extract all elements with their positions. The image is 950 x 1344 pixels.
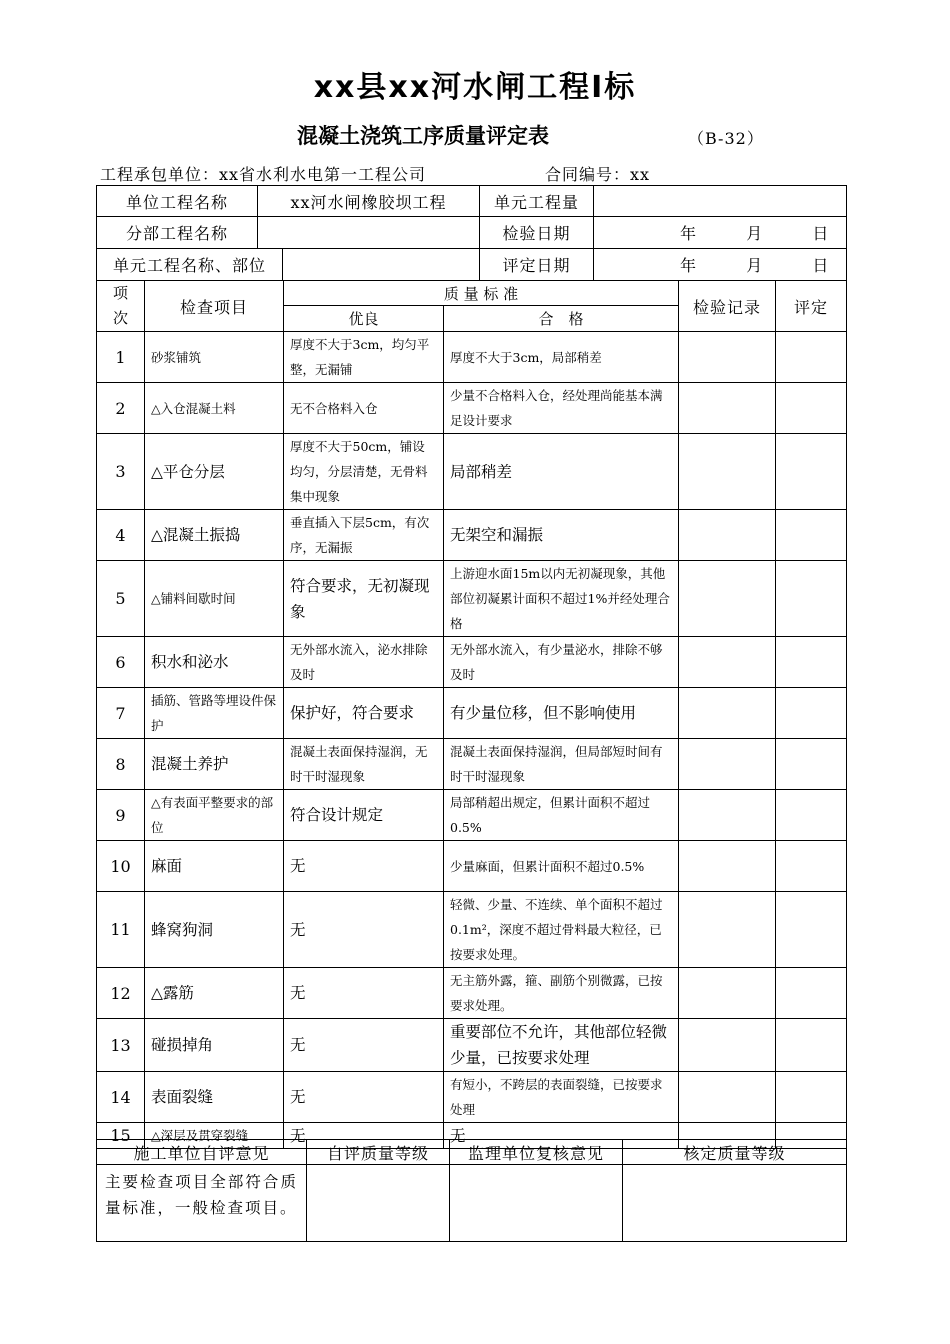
row-qualified: 混凝土表面保持湿润，但局部短时间有时干时湿现象 xyxy=(444,739,679,790)
row-item: △平仓分层 xyxy=(145,434,284,510)
row-rating[interactable] xyxy=(776,968,847,1019)
row-record[interactable] xyxy=(679,968,776,1019)
row-qualified: 无 xyxy=(444,1123,679,1149)
col-record-header: 检验记录 xyxy=(679,281,776,332)
row-excellent: 无不合格料入仓 xyxy=(284,383,444,434)
row-record[interactable] xyxy=(679,739,776,790)
table-row xyxy=(97,739,847,790)
contractor-line: 工程承包单位：xx省水利水电第一工程公司 xyxy=(100,165,427,184)
row-no: 12 xyxy=(97,968,145,1019)
row-no: 13 xyxy=(97,1019,145,1072)
col-no-header: 项 次 xyxy=(97,281,145,332)
row-excellent: 保护好，符合要求 xyxy=(284,688,444,739)
unit-project-label: 单位工程名称 xyxy=(97,186,258,217)
row-no: 8 xyxy=(97,739,145,790)
day-text: 日 xyxy=(812,224,829,243)
row-qualified: 上游迎水面15m以内无初凝现象，其他部位初凝累计面积不超过1%并经处理合格 xyxy=(444,561,679,637)
row-item: 插筋、管路等埋设件保护 xyxy=(145,688,284,739)
table-row xyxy=(97,383,847,434)
col-qualified-header: 合 格 xyxy=(444,306,679,332)
row-item: 砂浆铺筑 xyxy=(145,332,284,383)
row-record[interactable] xyxy=(679,841,776,892)
table-row xyxy=(97,434,847,510)
col-excellent-header: 优良 xyxy=(284,306,444,332)
division-label: 分部工程名称 xyxy=(97,217,258,249)
row-record[interactable] xyxy=(679,892,776,968)
row-qualified: 厚度不大于3cm，局部稍差 xyxy=(444,332,679,383)
inspection-table xyxy=(96,280,847,1149)
table-row xyxy=(97,790,847,841)
header-info-table xyxy=(96,185,847,281)
row-record[interactable] xyxy=(679,790,776,841)
table-row xyxy=(97,841,847,892)
row-item: 碰损掉角 xyxy=(145,1019,284,1072)
row-item: △入仓混凝土料 xyxy=(145,383,284,434)
row-qualified: 有少量位移，但不影响使用 xyxy=(444,688,679,739)
row-no: 15 xyxy=(97,1123,145,1149)
row-record[interactable] xyxy=(679,688,776,739)
row-item: △深层及贯穿裂缝 xyxy=(145,1123,284,1149)
row-no: 2 xyxy=(97,383,145,434)
evaluation-date-label: 评定日期 xyxy=(480,249,594,281)
row-no: 14 xyxy=(97,1072,145,1123)
row-record[interactable] xyxy=(679,637,776,688)
row-excellent: 无外部水流入，泌水排除及时 xyxy=(284,637,444,688)
row-rating[interactable] xyxy=(776,561,847,637)
division-value xyxy=(258,217,480,249)
row-excellent: 无 xyxy=(284,1123,444,1149)
year-text: 年 xyxy=(680,224,697,243)
day-text: 日 xyxy=(812,256,829,275)
col-standard-header: 质 量 标 准 xyxy=(284,281,679,306)
month-text: 月 xyxy=(746,224,763,243)
row-rating[interactable] xyxy=(776,892,847,968)
contract-number-line: 合同编号：xx xyxy=(545,165,651,184)
row-excellent: 符合要求，无初凝现象 xyxy=(284,561,444,637)
form-code: （B-32） xyxy=(688,129,764,148)
form-subtitle: 混凝土浇筑工序质量评定表 xyxy=(297,124,549,148)
row-item: △露筋 xyxy=(145,968,284,1019)
document-title: xx县xx河水闸工程Ⅰ标 xyxy=(313,70,637,105)
year-text: 年 xyxy=(680,256,697,275)
row-qualified: 局部稍超出规定，但累计面积不超过0.5% xyxy=(444,790,679,841)
unit-quantity-value xyxy=(594,186,847,217)
row-item: 积水和泌水 xyxy=(145,637,284,688)
verified-grade-value[interactable] xyxy=(623,1165,847,1242)
row-excellent: 无 xyxy=(284,892,444,968)
row-record[interactable] xyxy=(679,510,776,561)
element-label: 单元工程名称、部位 xyxy=(97,249,283,281)
row-item: △铺料间歇时间 xyxy=(145,561,284,637)
row-no: 9 xyxy=(97,790,145,841)
row-rating[interactable] xyxy=(776,332,847,383)
row-excellent: 符合设计规定 xyxy=(284,790,444,841)
inspection-date-label: 检验日期 xyxy=(480,217,594,249)
row-excellent: 无 xyxy=(284,841,444,892)
supervisor-opinion-value[interactable] xyxy=(450,1165,623,1242)
table-row xyxy=(97,1019,847,1072)
self-opinion-label: 施工单位自评意见 xyxy=(97,1140,307,1165)
row-record[interactable] xyxy=(679,434,776,510)
inspection-date-value xyxy=(594,217,847,249)
row-qualified: 局部稍差 xyxy=(444,434,679,510)
col-rating-header: 评定 xyxy=(776,281,847,332)
row-excellent: 混凝土表面保持湿润，无时干时湿现象 xyxy=(284,739,444,790)
row-item: △有表面平整要求的部位 xyxy=(145,790,284,841)
row-item: 麻面 xyxy=(145,841,284,892)
table-row xyxy=(97,637,847,688)
self-grade-value[interactable] xyxy=(307,1165,450,1242)
table-row xyxy=(97,688,847,739)
row-record[interactable] xyxy=(679,1072,776,1123)
row-rating[interactable] xyxy=(776,1019,847,1072)
table-row xyxy=(97,510,847,561)
evaluation-footer-table xyxy=(96,1139,847,1242)
self-opinion-text[interactable]: 主要检查项目全部符合质量标准，一般检查项目。 xyxy=(97,1165,307,1242)
row-rating[interactable] xyxy=(776,739,847,790)
verified-grade-label: 核定质量等级 xyxy=(623,1140,847,1165)
element-value xyxy=(283,249,480,281)
row-excellent: 垂直插入下层5cm，有次序，无漏振 xyxy=(284,510,444,561)
row-no: 1 xyxy=(97,332,145,383)
row-qualified: 无架空和漏振 xyxy=(444,510,679,561)
unit-quantity-label: 单元工程量 xyxy=(480,186,594,217)
row-excellent: 无 xyxy=(284,968,444,1019)
supervisor-opinion-label: 监理单位复核意见 xyxy=(450,1140,623,1165)
self-grade-label: 自评质量等级 xyxy=(307,1140,450,1165)
row-item: 混凝土养护 xyxy=(145,739,284,790)
row-no: 7 xyxy=(97,688,145,739)
row-no: 5 xyxy=(97,561,145,637)
row-record[interactable] xyxy=(679,383,776,434)
row-no: 11 xyxy=(97,892,145,968)
row-qualified: 无外部水流入，有少量泌水，排除不够及时 xyxy=(444,637,679,688)
table-row xyxy=(97,332,847,383)
row-excellent: 厚度不大于50cm，铺设均匀，分层清楚，无骨料集中现象 xyxy=(284,434,444,510)
row-qualified: 少量不合格料入仓，经处理尚能基本满足设计要求 xyxy=(444,383,679,434)
row-excellent: 无 xyxy=(284,1072,444,1123)
row-excellent: 无 xyxy=(284,1019,444,1072)
row-record[interactable] xyxy=(679,1019,776,1072)
row-rating[interactable] xyxy=(776,790,847,841)
table-row xyxy=(97,561,847,637)
row-rating[interactable] xyxy=(776,510,847,561)
evaluation-date-value xyxy=(594,249,847,281)
unit-project-value: xx河水闸橡胶坝工程 xyxy=(258,186,480,217)
table-row xyxy=(97,968,847,1019)
table-row xyxy=(97,892,847,968)
row-record[interactable] xyxy=(679,332,776,383)
row-qualified: 重要部位不允许，其他部位轻微少量，已按要求处理 xyxy=(444,1019,679,1072)
row-qualified: 少量麻面，但累计面积不超过0.5% xyxy=(444,841,679,892)
row-rating[interactable] xyxy=(776,383,847,434)
col-item-header: 检查项目 xyxy=(145,281,284,332)
row-rating[interactable] xyxy=(776,688,847,739)
row-rating[interactable] xyxy=(776,1072,847,1123)
row-item: 蜂窝狗洞 xyxy=(145,892,284,968)
row-rating[interactable] xyxy=(776,841,847,892)
row-no: 3 xyxy=(97,434,145,510)
row-qualified: 轻微、少量、不连续、单个面积不超过0.1m²，深度不超过骨料最大粒径，已按要求处理。 xyxy=(444,892,679,968)
row-item: 表面裂缝 xyxy=(145,1072,284,1123)
row-qualified: 无主筋外露，箍、副筋个别微露，已按要求处理。 xyxy=(444,968,679,1019)
row-rating[interactable] xyxy=(776,434,847,510)
table-row xyxy=(97,1072,847,1123)
row-no: 6 xyxy=(97,637,145,688)
row-no: 4 xyxy=(97,510,145,561)
row-rating[interactable] xyxy=(776,637,847,688)
row-excellent: 厚度不大于3cm，均匀平整，无漏铺 xyxy=(284,332,444,383)
row-qualified: 有短小，不跨层的表面裂缝，已按要求处理 xyxy=(444,1072,679,1123)
month-text: 月 xyxy=(746,256,763,275)
row-item: △混凝土振捣 xyxy=(145,510,284,561)
row-record[interactable] xyxy=(679,561,776,637)
row-no: 10 xyxy=(97,841,145,892)
